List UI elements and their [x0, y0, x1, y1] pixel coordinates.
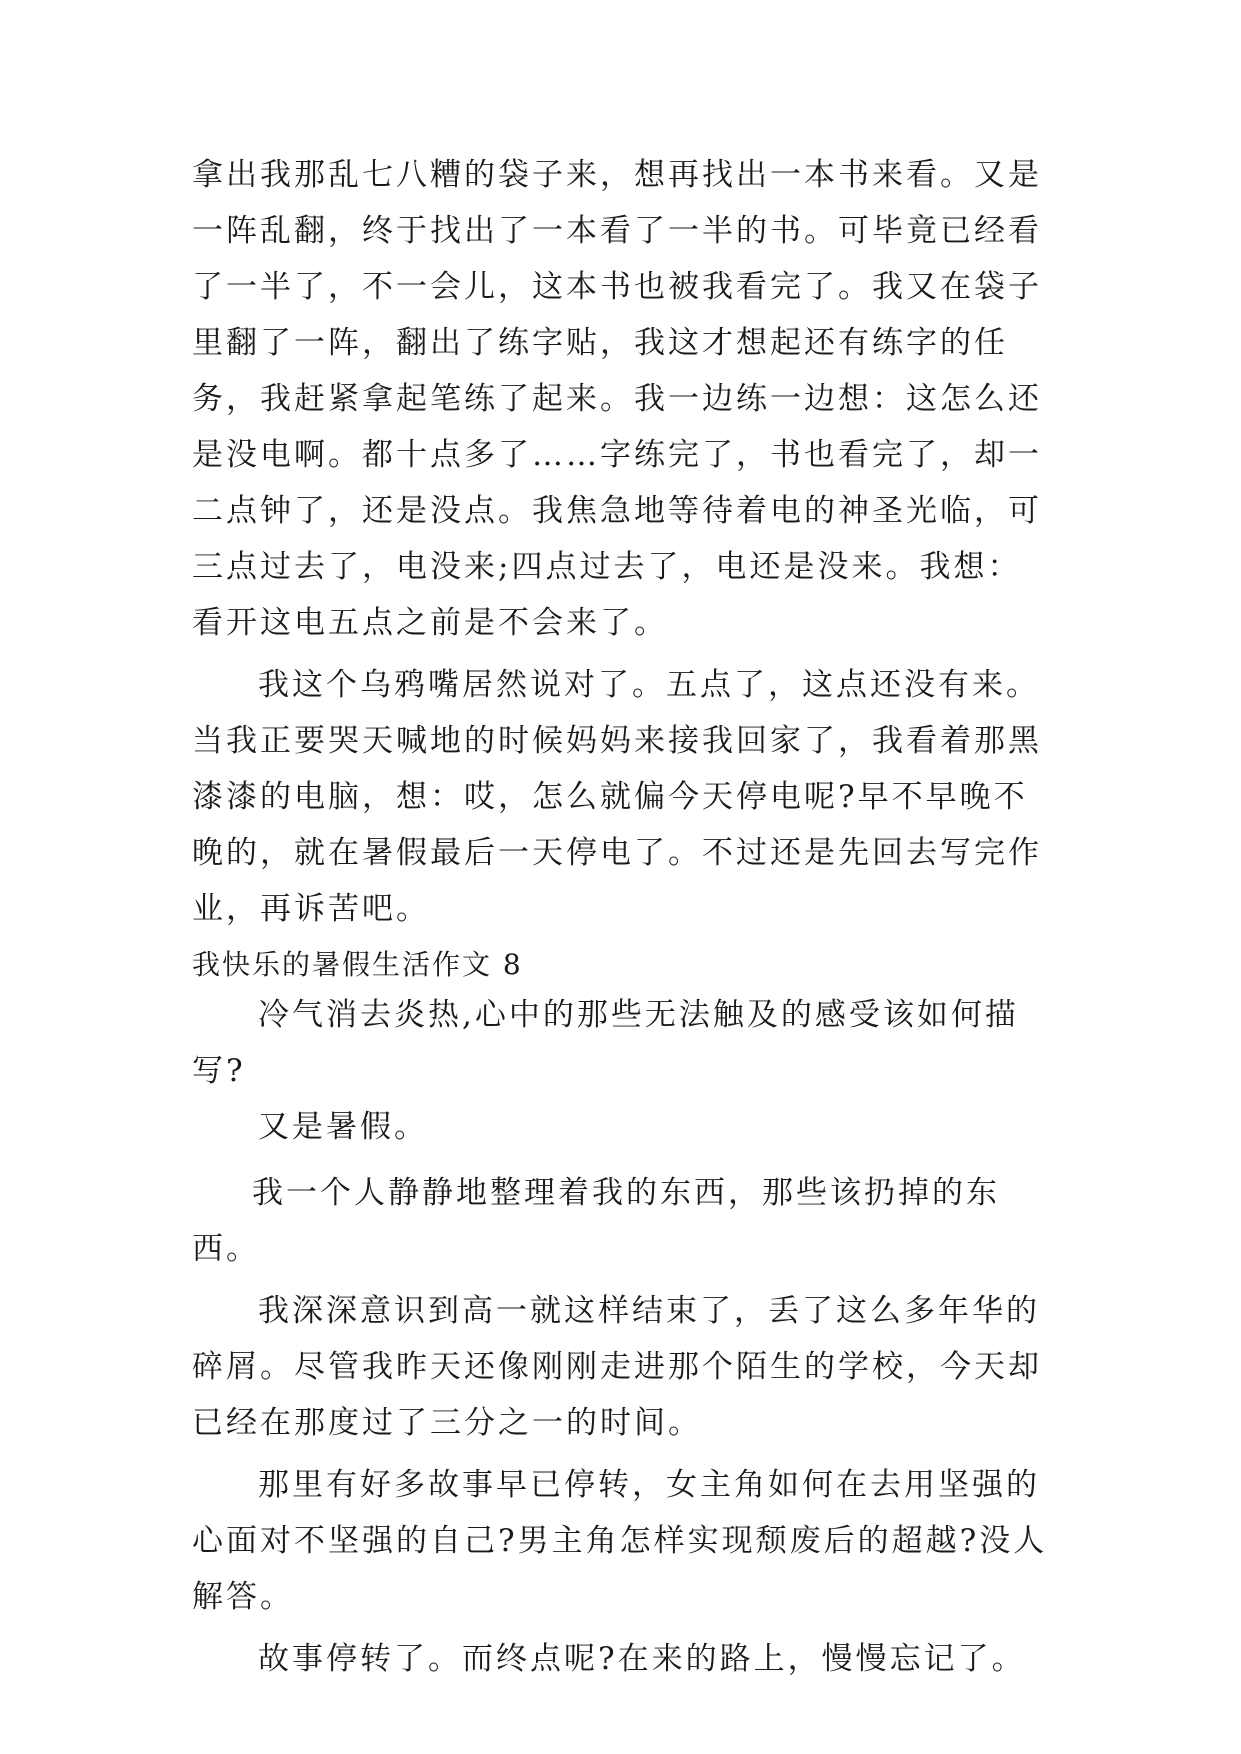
paragraph: 又是暑假。 — [258, 1109, 428, 1145]
paragraph: 那里有好多故事早已停转，女主角如何在去用坚强的心面对不坚强的自己?男主角怎样实现颓废后的超越?没人解答。 — [192, 1467, 1048, 1615]
paragraph: 故事停转了。而终点呢?在来的路上，慢慢忘记了。 — [258, 1641, 1026, 1677]
paragraph: 拿出我那乱七八糟的袋子来，想再找出一本书来看。又是一阵乱翻，终于找出了一本看了一半的书。可毕竟已经看了一半了，不一会儿，这本书也被我看完了。我又在袋子里翻了一阵，翻出了练字贴，我这才想起还有练字的任务，我赶紧拿起笔练了起来。我一边练一边想：这怎么还是没电啊。都十点多了……字练完了，书也看完了，却一二点钟了，还是没点。我焦急地等待着电的神圣光临，可三点过去了，电没来;四点过去了，电还是没来。我想：看开这电五点之前是不会来了。 — [192, 157, 1042, 641]
paragraph: 我这个乌鸦嘴居然说对了。五点了，这点还没有来。当我正要哭天喊地的时候妈妈来接我回家了，我看着那黑漆漆的电脑，想：哎，怎么就偏今天停电呢?早不早晚不晚的，就在暑假最后一天停电了。不过还是先回去写完作业，再诉苦吧。 — [192, 667, 1042, 927]
paragraph: 我一个人静静地整理着我的东西，那些该扔掉的东西。 — [192, 1175, 1000, 1267]
paragraph: 冷气消去炎热,心中的那些无法触及的感受该如何描写? — [192, 997, 1019, 1089]
section-title: 我快乐的暑假生活作文 8 — [192, 948, 523, 981]
paragraph-spacer — [192, 1155, 1052, 1165]
paragraph: 我深深意识到高一就这样结束了，丢了这么多年华的碎屑。尽管我昨天还像刚刚走进那个陌生的学校，今天却已经在那度过了三分之一的时间。 — [192, 1293, 1042, 1441]
document-body — [192, 147, 1052, 1687]
